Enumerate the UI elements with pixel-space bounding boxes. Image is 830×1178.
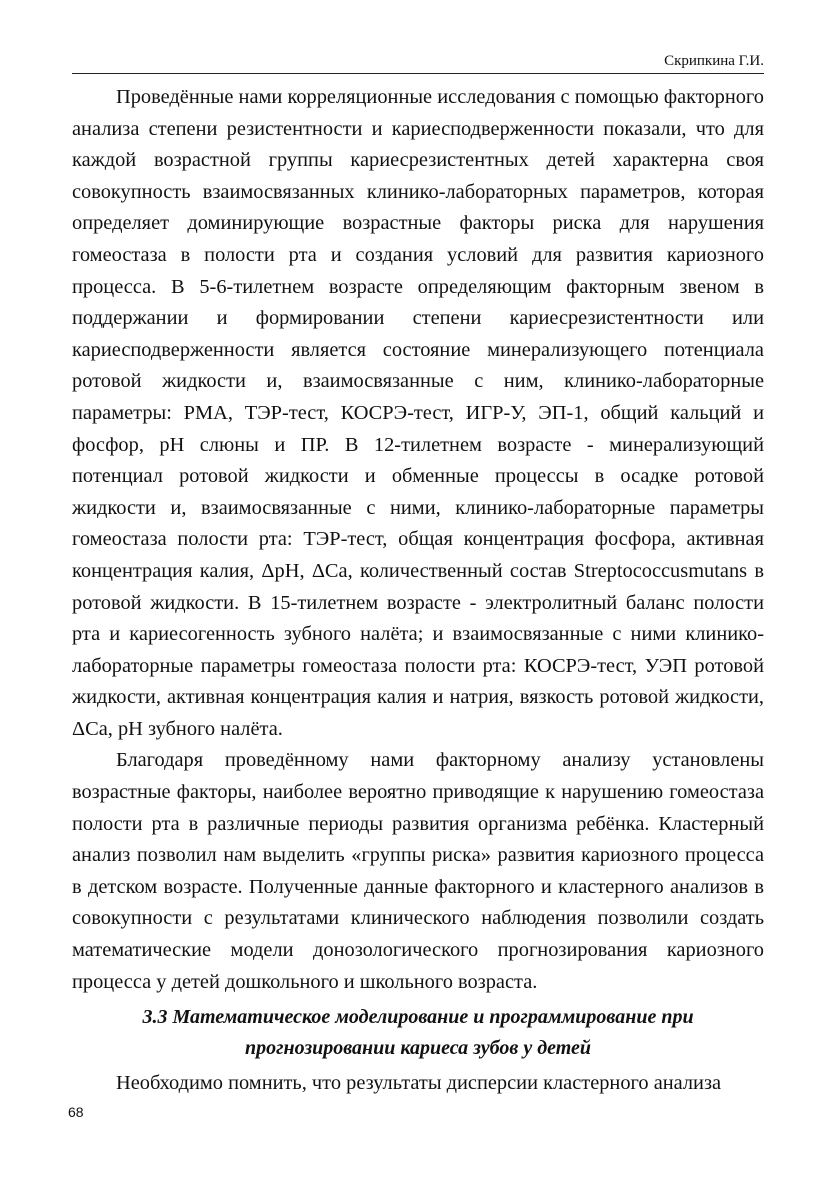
page-number: 68 — [68, 1104, 84, 1120]
section-heading — [72, 1002, 764, 1064]
paragraph-continuation: Необходимо помнить, что результаты дисперсии кластерного анализа — [116, 1072, 722, 1094]
section-heading-line-2: прогнозировании кариеса зубов у детей — [244, 1037, 592, 1059]
paragraph-factor-analysis: Проведённые нами корреляционные исследования с помощью факторного анализа степени резистентности и кариесподверженности показали, что для каждой возрастной группы кариесрезистентных детей характерна своя совокупность взаимосвязанных клинико-лабораторных параметров, которая определяет доминирующие возрастные факторы риска для нарушения гомеостаза в полости рта и создания условий для развития кариозного процесса. В 5-6-тилетнем возрасте определяющим факторным звеном в поддержании и формировании степени кариесрезистентности или кариесподверженности является состояние минерализующего потенциала ротовой жидкости и, взаимосвязанные с ним, клинико-лабораторные параметры: РМА, ТЭР-тест, КОСРЭ-тест, ИГР-У, ЭП-1, общий кальций и фосфор, pH слюны и ПР. В 12-тилетнем возрасте - минерализующий потенциал ротовой жидкости и обменные процессы в осадке ротовой жидкости и, взаимосвязанные с ними, клинико-лабораторные параметры гомеостаза полости рта: ТЭР-тест, общая концентрация фосфора, активная концентрация калия, ΔpH, ΔCa, количественный состав Streptococcusmutans в ротовой жидкости. В 15-тилетнем возрасте - электролитный баланс полости рта и кариесогенность зубного налёта; и взаимосвязанные с ними клинико-лабораторные параметры гомеостаза полости рта: КОСРЭ-тест, УЭП ротовой жидкости, активная концентрация калия и натрия, вязкость ротовой жидкости, ΔCa, pH зубного налёта. — [72, 86, 764, 740]
page-header — [72, 46, 764, 74]
paragraph-cluster-analysis: Благодаря проведённому нами факторному анализу установлены возрастные факторы, наиболее вероятно приводящие к нарушению гомеостаза полости рта в различные периоды развития организма ребёнка. Кластерный анализ позволил нам выделить «группы риска» развития кариозного процесса в детском возрасте. Полученные данные факторного и кластерного анализов в совокупности с результатами клинического наблюдения позволили создать математические модели донозологического прогнозирования кариозного процесса у детей дошкольного и школьного возраста. — [72, 749, 764, 993]
section-heading-line-1: 3.3 Математическое моделирование и программирование при — [142, 1006, 694, 1028]
body-text — [72, 82, 764, 998]
running-head-author: Скрипкина Г.И. — [664, 53, 764, 69]
